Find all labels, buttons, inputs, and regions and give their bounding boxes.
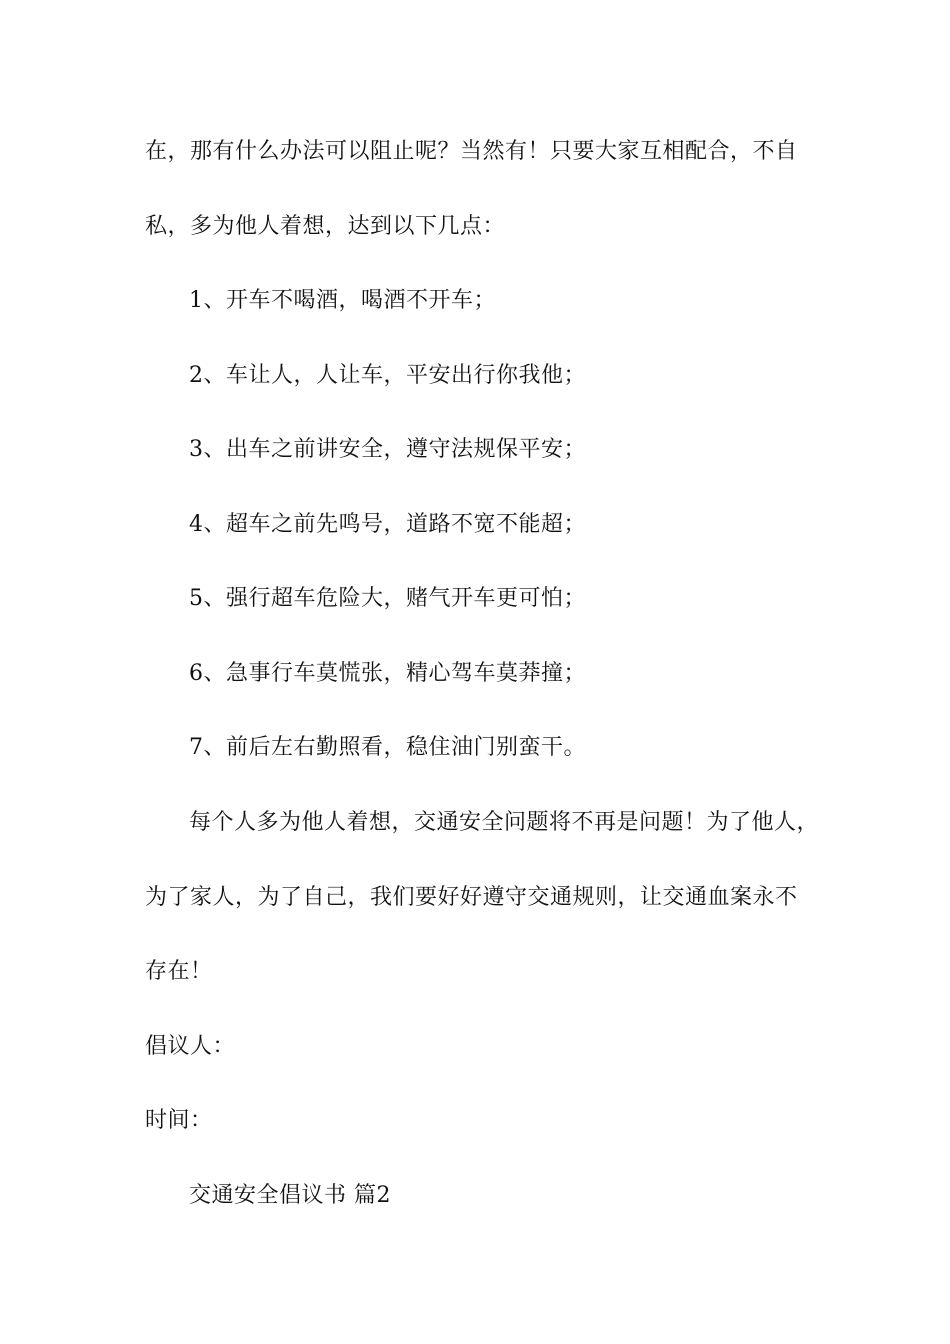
- rule-item: 2、车让人，人让车，平安出行你我他；: [189, 363, 586, 388]
- paragraph-text-line: 每个人多为他人着想，交通安全问题将不再是问题！为了他人，: [189, 810, 820, 835]
- paragraph-text-line: 在，那有什么办法可以阻止呢？当然有！只要大家互相配合，不自: [145, 139, 798, 164]
- rule-item: 5、强行超车危险大，赌气开车更可怕；: [189, 586, 586, 611]
- rule-item: 3、出车之前讲安全，遵守法规保平安；: [189, 437, 586, 462]
- paragraph-text-line: 存在！: [145, 959, 213, 984]
- rule-item: 4、超车之前先鸣号，道路不宽不能超；: [189, 512, 586, 537]
- time-label: 时间：: [145, 1108, 213, 1133]
- rule-item: 6、急事行车莫慌张，精心驾车莫莽撞；: [189, 661, 586, 686]
- section-title: 交通安全倡议书 篇2: [189, 1183, 391, 1208]
- proposer-label: 倡议人：: [145, 1034, 236, 1059]
- rule-item: 7、前后左右勤照看，稳住油门别蛮干。: [189, 735, 586, 760]
- paragraph-text-line: 私，多为他人着想，达到以下几点：: [145, 214, 506, 239]
- rule-item: 1、开车不喝酒，喝酒不开车；: [189, 288, 496, 313]
- paragraph-text-line: 为了家人，为了自己，我们要好好遵守交通规则，让交通血案永不: [145, 885, 798, 910]
